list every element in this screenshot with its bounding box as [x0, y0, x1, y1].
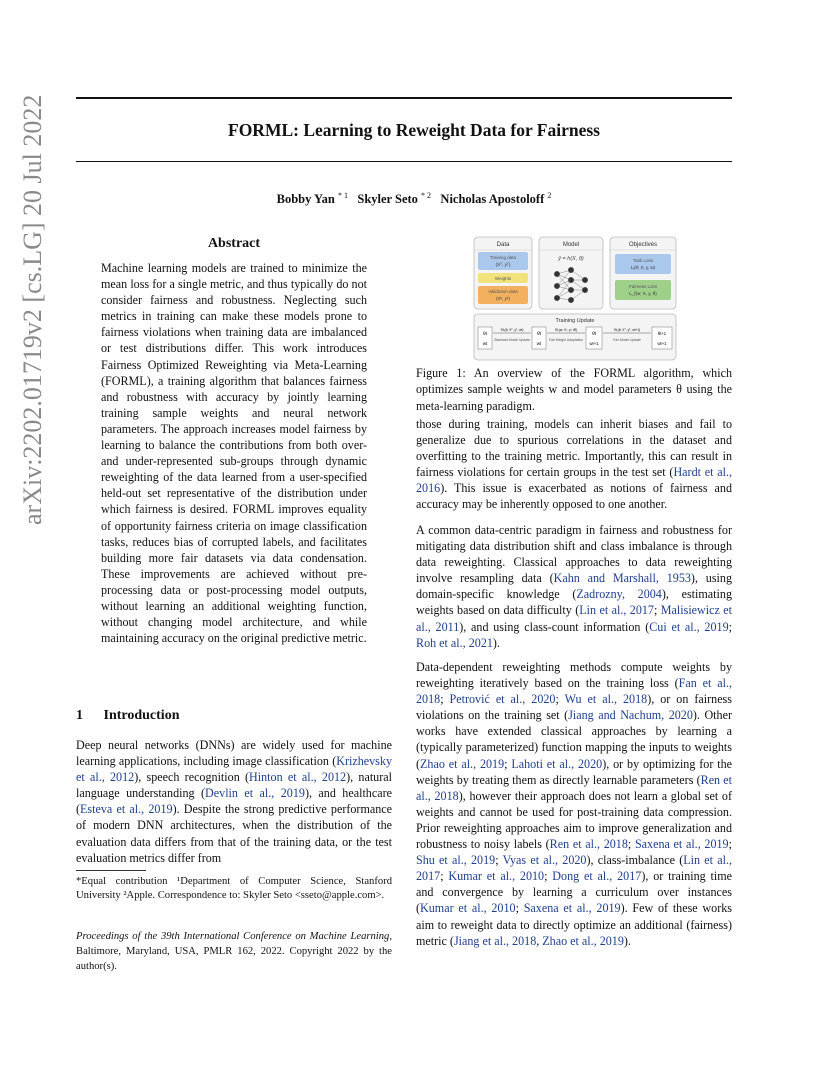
- gradient-step-2: ∇L(w; Xᵛ, yᵛ, θ̂t): [554, 328, 578, 332]
- citation-link[interactable]: Devlin et al., 2019: [205, 786, 305, 801]
- text-run: ), speech recognition (: [134, 770, 250, 785]
- citation-link[interactable]: Vyas et al., 2020: [502, 853, 587, 868]
- text-run: ).: [492, 635, 500, 650]
- body-paragraph: A common data-centric paradigm in fairness and robustness for mitigating data distribution shift and class imbalance is through data reweighting. Classical approaches to data reweighting involve resampling data (Kahn and Marshall, 1953), using domain-specific knowledge (Zadrozny, 2004), estimating weights based on data difficulty (Lin et al., 2017; Malisiewicz et al., 2011), and using class-count information (Cui et al., 2019; Roh et al., 2021).: [416, 523, 733, 650]
- training-data-label: Training data: [489, 255, 517, 260]
- fairness-loss-box: [615, 280, 671, 300]
- citation-link[interactable]: Hinton et al., 2012: [249, 770, 347, 785]
- proceedings-venue: Proceedings of the 39th International Conference on Machine Learning: [76, 931, 390, 942]
- title-rule-top: [76, 97, 732, 99]
- author-list: [0, 191, 828, 207]
- step-label-standard-model-update: Standard Model Update: [494, 338, 530, 342]
- figure-caption: Figure 1: An overview of the FORML algorithm, which optimizes sample weights w and model parameters θ using the meta-learning paradigm.: [416, 366, 732, 413]
- gradient-step-1: ∇L(θ; Xᵀ, yᵀ, wt): [500, 328, 524, 332]
- citation-link[interactable]: Jiang et al., 2018: [453, 933, 537, 948]
- abstract-text: Machine learning models are trained to minimize the mean loss for a single metric, and thus typically do not consider fairness and robustness. Neglecting such metrics in training can make these models prone to fairness violations when training data are imbalanced or test distributions differ. This work introduces Fairness Optimized Reweighting via Meta-Learning (FORML), a training algorithm that balances fairness and robustness with accuracy by jointly learning training sample weights and neural network parameters. The approach increases model fairness by learning to balance the contributions from both over- and under-represented sub-groups through dynamic reweighting of the data learned from a user-specified held-out set representative of the distribution under which fairness is desired. FORML improves equality of opportunity fairness criteria on image classification tasks, reduces bias of corrupted labels, and facilitates building more fair datasets via data condensation. These improvements are achieved without pre-processing data or post-processing model outputs, without learning an additional weighting function, without changing model architecture, and while maintaining accuracy on the original predictive metric.: [101, 261, 367, 646]
- citation-link[interactable]: Zhao et al., 2019: [542, 933, 624, 948]
- proceedings-details: , Baltimore, Maryland, USA, PMLR 162, 2022. Copyright 2022 by the author(s).: [76, 931, 392, 972]
- citation-link[interactable]: Wu et al., 2018: [564, 692, 648, 707]
- section-heading-introduction: [76, 708, 179, 724]
- text-run: ), using domain-specific knowledge (: [416, 571, 732, 602]
- model-panel-title: Model: [562, 242, 580, 248]
- text-run: ). Despite the strong predictive performance of modern DNN architectures, when the distribution of the evaluation data differs from that of the training data, or the test evaluation metrics differ from: [76, 802, 393, 865]
- section-title: Introduction: [103, 708, 180, 723]
- text-run: ), estimating weights based on data difficulty (: [416, 587, 732, 618]
- text-run: ), natural language understanding (: [76, 770, 392, 801]
- citation-link[interactable]: Lin et al., 2017: [579, 603, 654, 618]
- citation-link[interactable]: Saxena et al., 2019: [634, 837, 729, 852]
- citation-link[interactable]: Zhao et al., 2019: [420, 756, 505, 771]
- text-run: ), or by optimizing for the weights by treating them as directly learnable parameters (: [416, 756, 732, 787]
- task-loss-box: [615, 254, 671, 274]
- theta-hat-t: θ̂t: [537, 331, 541, 336]
- w-t: wt: [536, 341, 542, 346]
- citation-link[interactable]: Kumar et al., 2010: [420, 901, 516, 916]
- arxiv-identifier-watermark: arXiv:2202.01719v2 [cs.LG] 20 Jul 2022: [18, 94, 47, 525]
- text-run: ), however their approach does not learn a global set of weights and cannot be used for post-training data compression. Prior reweighting approaches aim to improve generalization and robustness to noisy labels (: [416, 788, 732, 852]
- text-run: ), or training time and convergence by learning a curriculum over instances (: [416, 869, 733, 916]
- text-run: ), or on fairness violations on the training set (: [416, 692, 732, 723]
- introduction-paragraph: [76, 737, 392, 866]
- citation-link[interactable]: Kumar et al., 2010: [448, 869, 545, 884]
- citation-link[interactable]: Kahn and Marshall, 1953: [553, 571, 691, 586]
- footnote: *Equal contribution ¹Department of Computer Science, Stanford University ²Apple. Correspondence to: Skyler Seto <sseto@apple.com>.: [76, 876, 392, 901]
- body-paragraph: Data-dependent reweighting methods compute weights by reweighting iteratively based on the training loss (Fan et al., 2018; Petrović et al., 2020; Wu et al., 2018), or on fairness violations on the training set (Jiang and Nachum, 2020). Other works have extended classical approaches by learning a (typically parameterized) function mapping the inputs to weights (Zhao et al., 2019; Lahoti et al., 2020), or by optimizing for the weights by treating them as directly learnable parameters (Ren et al., 2018), however their approach does not learn a global set of weights and cannot be used for post-training data compression. Prior reweighting approaches aim to improve generalization and robustness to noisy labels (Ren et al., 2018; Saxena et al., 2019; Shu et al., 2019; Vyas et al., 2020), class-imbalance (Lin et al., 2017; Kumar et al., 2010; Dong et al., 2017), or training time and convergence by learning a curriculum over instances (Kumar et al., 2010; Saxena et al., 2019). Few of these works aim to reweight data to directly optimize an additional (fairness) metric (Jiang et al., 2018, Zhao et al., 2019).: [416, 660, 733, 948]
- weights-label: Weights: [494, 276, 512, 281]
- model-equation: ŷ = h(X, θ): [558, 256, 584, 262]
- figure-diagram: [473, 236, 677, 362]
- author-affiliation-marks: * 2: [421, 191, 432, 200]
- data-panel-title: Data: [496, 242, 510, 248]
- text-run: ). Other works have extended classical approaches by learning a (typically parameterized) function mapping the inputs to weights (: [416, 708, 732, 771]
- abstract-heading: Abstract: [207, 236, 261, 251]
- text-run: A common data-centric paradigm in fairness and robustness for mitigating data distribution shift and class imbalance is through data reweighting. Classical approaches to data reweighting involve resampling data (: [416, 523, 732, 586]
- text-run: ). This issue is exacerbated as notions of fairness and accuracy may be inherently opposed to one another.: [416, 481, 732, 512]
- citation-link[interactable]: Cui et al., 2019: [649, 619, 729, 634]
- author-name: Skyler Seto: [357, 192, 418, 207]
- theta-t: θt: [483, 331, 487, 336]
- theta-hat-t: θ̂t: [592, 331, 596, 336]
- figure-forml-overview: [473, 236, 677, 362]
- validation-data-label: Validation data: [488, 289, 518, 294]
- text-run: ), and using class-count information (: [459, 619, 650, 634]
- author-name: Nicholas Apostoloff: [440, 192, 545, 207]
- citation-link[interactable]: Fan et al., 2018: [416, 676, 732, 707]
- title-rule-bottom: [76, 161, 732, 162]
- citation-link[interactable]: Roh et al., 2021: [416, 635, 493, 650]
- paper-title: FORML: Learning to Reweight Data for Fairness: [228, 120, 600, 140]
- task-loss-symbol: Lᵢ(θ; X, y, w): [630, 265, 656, 270]
- citation-link[interactable]: Esteva et al., 2019: [80, 802, 173, 817]
- citation-link[interactable]: Krizhevsky et al., 2012: [76, 754, 392, 785]
- citation-link[interactable]: Ren et al., 2018: [416, 772, 733, 803]
- author-affiliation-marks: 2: [547, 191, 552, 200]
- citation-link[interactable]: Lin et al., 2017: [416, 853, 732, 884]
- citation-link[interactable]: Zadrozny, 2004: [576, 587, 662, 602]
- author-name: Bobby Yan: [276, 192, 335, 207]
- w-t-plus-1: wt+1: [657, 341, 667, 346]
- citation-link[interactable]: Jiang and Nachum, 2020: [568, 708, 693, 723]
- text-run: ).: [623, 933, 631, 948]
- validation-data-symbol: (Xᵛ, yᵛ): [496, 296, 510, 301]
- w-t-plus-1: wt+1: [589, 341, 599, 346]
- text-run: ), and healthcare (: [76, 786, 392, 817]
- citation-link[interactable]: Ren et al., 2018: [549, 837, 628, 852]
- body-paragraph: [416, 416, 732, 513]
- proceedings-note: [76, 929, 392, 974]
- task-loss-label: Task Loss: [632, 258, 654, 263]
- training-data-symbol: (Xᵀ, yᵀ): [495, 262, 511, 267]
- text-run: Deep neural networks (DNNs) are widely used for machine learning applications, including image classification (: [76, 738, 392, 769]
- citation-link[interactable]: Hardt et al., 2016: [416, 465, 732, 496]
- author-affiliation-marks: * 1: [338, 191, 348, 200]
- step-label-fair-weight-adaptation: Fair Weight Adaptation: [548, 338, 584, 342]
- footnote-rule: [76, 870, 146, 871]
- fairness-loss-symbol: L_f(w; X, y, θ): [629, 291, 657, 296]
- citation-link[interactable]: Shu et al., 2019: [416, 853, 496, 868]
- citation-link[interactable]: Malisiewicz et al., 2011: [416, 603, 733, 634]
- citation-link[interactable]: Dong et al., 2017: [552, 869, 642, 884]
- training-update-title: Training Update: [555, 318, 595, 324]
- text-run: ), class-imbalance (: [586, 853, 684, 868]
- text-run: ). Few of these works aim to reweight data to directly optimize an additional (fairness) metric (: [416, 901, 732, 948]
- fairness-loss-label: Fairness Loss: [628, 284, 658, 289]
- w-t: wt: [482, 341, 488, 346]
- text-run: those during training, models can inherit biases and fail to generalize due to spurious correlations in the dataset and overfitting to the training metric. Importantly, this can result in fairness violations for certain groups in the test set (: [416, 417, 732, 480]
- section-number: 1: [76, 708, 83, 723]
- citation-link[interactable]: Petrović et al., 2020: [449, 692, 556, 707]
- gradient-step-3: ∇L(θ; Xᵀ, yᵀ, wt+1): [613, 328, 641, 332]
- theta-t-plus-1: θt+1: [657, 331, 667, 336]
- citation-link[interactable]: Lahoti et al., 2020: [511, 756, 603, 771]
- objectives-panel-title: Objectives: [628, 242, 658, 248]
- step-label-fair-model-update: Fair Model Update: [613, 338, 641, 342]
- citation-link[interactable]: Saxena et al., 2019: [523, 901, 621, 916]
- text-run: Data-dependent reweighting methods compute weights by reweighting iteratively based on the training loss (: [416, 660, 732, 691]
